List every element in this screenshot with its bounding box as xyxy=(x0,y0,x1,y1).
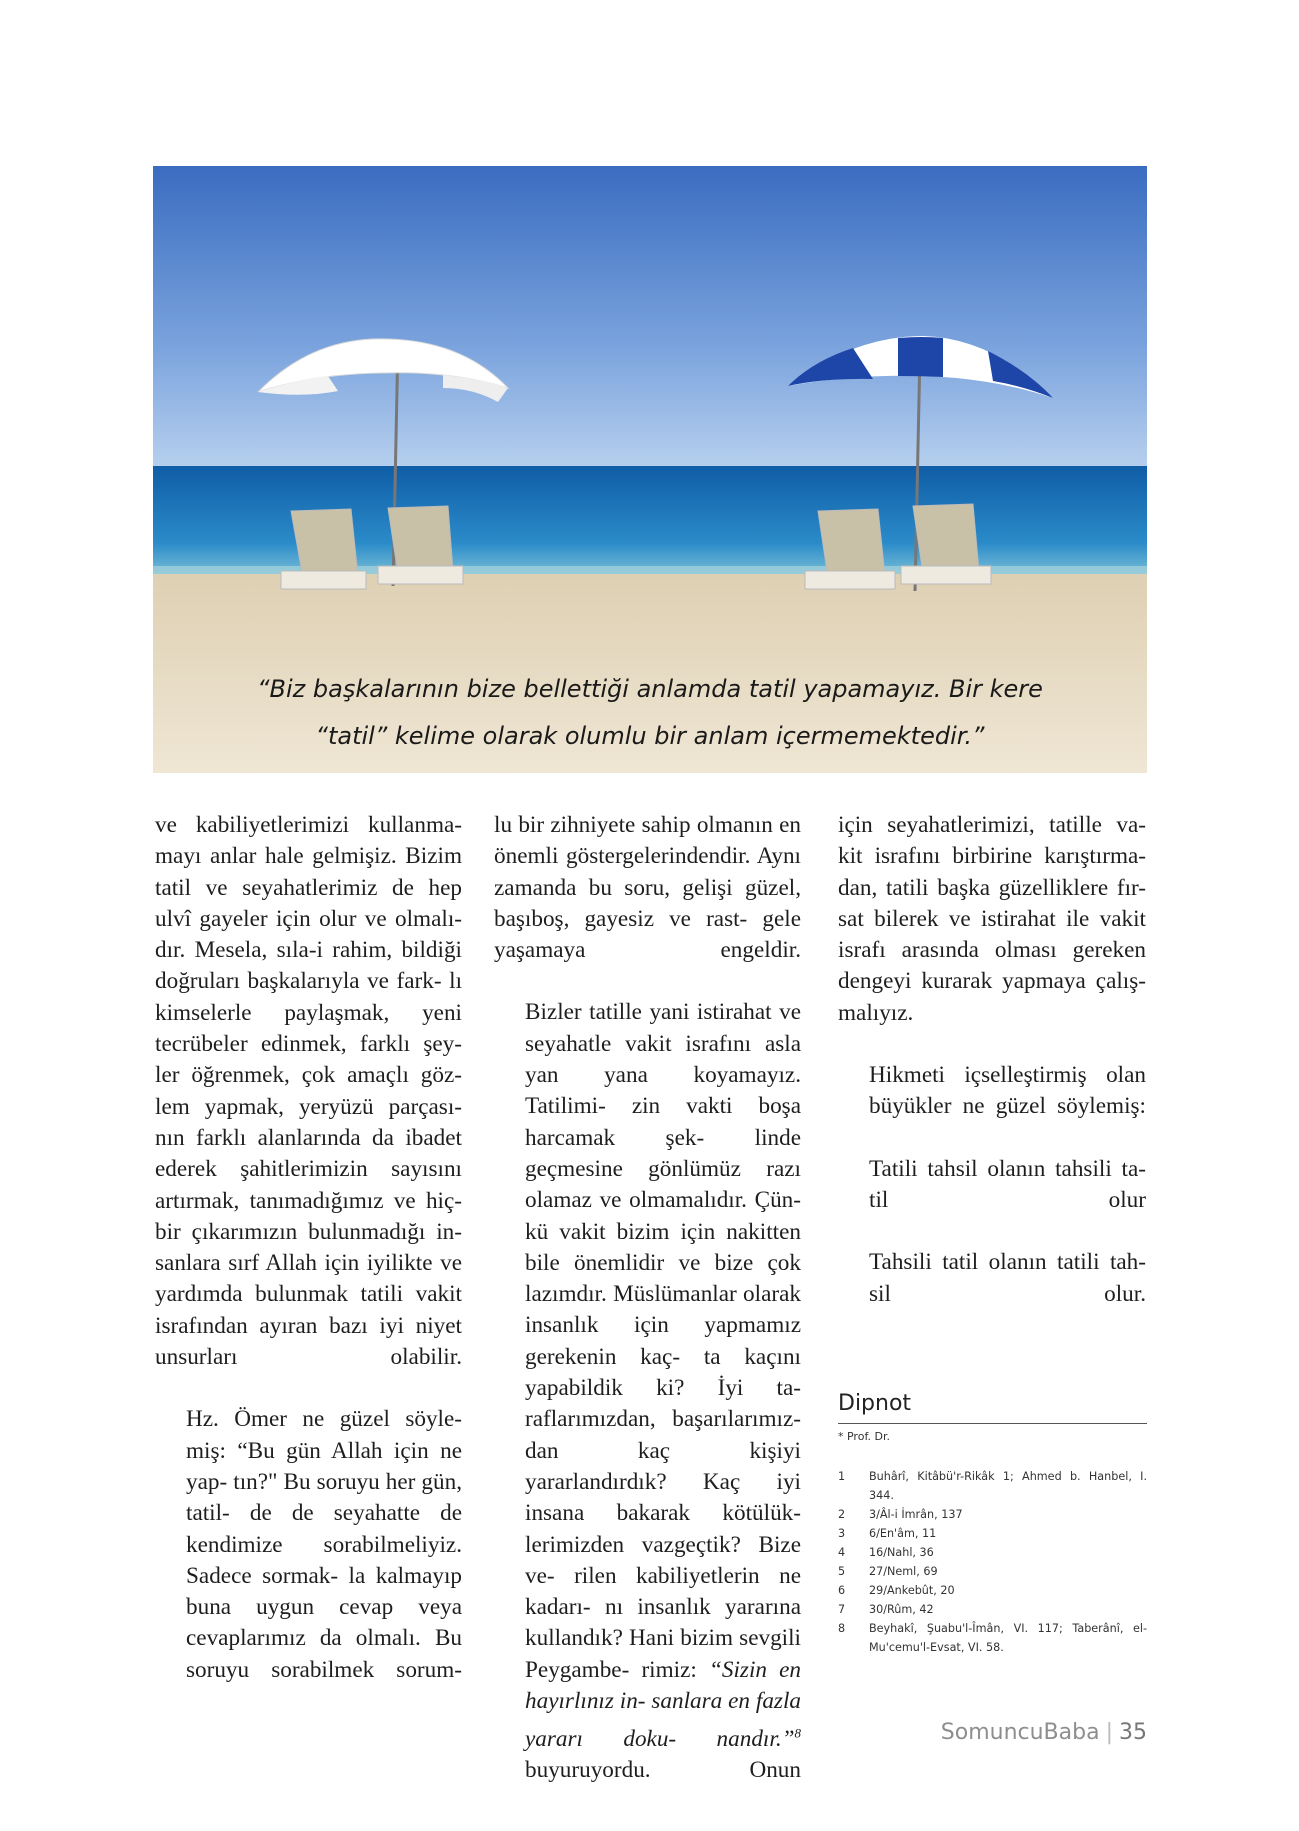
footnote-list xyxy=(838,1467,1147,1657)
footnote-item: 8 Beyhakî, Şuabu'l-Îmân, VI. 117; Taberânî, el-Mu'cemu'l-Evsat, VI. 58. xyxy=(838,1622,1147,1654)
pull-quote-line-2: “tatil” kelime olarak olumlu bir anlam içermemektedir.” xyxy=(315,722,985,750)
footnote-item: 3 6/En'âm, 11 xyxy=(838,1527,937,1540)
page-footer xyxy=(941,1720,1147,1745)
text-column-1 xyxy=(155,810,462,1686)
hadith-quote: “Sizin en hayırlınız in- sanlara en fazla yararı doku- nandır.”$^8$ xyxy=(525,1656,802,1753)
footnote-item: 4 16/Nahl, 36 xyxy=(838,1546,934,1559)
footnotes xyxy=(838,1391,1147,1657)
paragraph: Hz. Ömer ne güzel söyle- miş: “Bu gün Allah için ne yap- tın?" Bu soruyu her gün, tatil- de de seyahatte de kendimize sorabilmeliyiz. Sadece sormak- la kalmayıp buna uygun cevap veya cevaplarımız da olmalı. Bu soruyu sorabilmek sorum- xyxy=(186,1406,463,1683)
footnote-item: 6 29/Ankebût, 20 xyxy=(838,1584,955,1597)
page-number: 35 xyxy=(1119,1720,1147,1745)
pull-quote xyxy=(153,666,1147,760)
pull-quote-line-1: “Biz başkalarının bize bellettiği anlamda tatil yapamayız. Bir kere xyxy=(257,675,1043,703)
paragraph: Hikmeti içselleştirmiş olan büyükler ne güzel söylemiş: xyxy=(869,1062,1146,1120)
paragraph: için seyahatlerimizi, tatille va- kit israfını birbirine karıştırma- dan, tatili başka güzelliklere fır- sat bilerek ve istirahat ile vakit israfı arasında olması gereken dengeyi kurarak yapmaya çalış- malıyız. xyxy=(838,812,1146,1026)
verse-line: Tatili tahsil olanın tahsili ta- til olur xyxy=(869,1155,1146,1213)
footnotes-title: Dipnot xyxy=(838,1391,1147,1424)
footer-separator: | xyxy=(1105,1720,1113,1745)
footnote-ref: 8 xyxy=(794,1725,802,1741)
text-column-3 xyxy=(838,810,1146,1310)
footnote-item: 2 3/Âl-i İmrân, 137 xyxy=(838,1508,963,1521)
verse-line: Tahsili tatil olanın tatili tah- sil olur. xyxy=(869,1249,1146,1307)
paragraph: ve kabiliyetlerimizi kullanma- mayı anlar hale gelmişiz. Bizim tatil ve seyahatlerimiz de hep ulvî gayeler için olur ve olmalı- dır. Mesela, sıla-i rahim, bildiği doğruları başkalarıyla ve fark- lı kimselerle paylaşmak, yeni tecrübeler edinmek, farklı şey- ler öğrenmek, çok amaçlı göz- lem yapmak, yeryüzü parçası- nın farklı alanlarında da ibadet ederek şahitlerimizin sayısını artırmak, tanımadığımız ve hiç- bir çıkarımızın bulunmadığı in- sanlara sırf Allah için iyilikte ve yardımda bulunmak tatili vakit israfından ayıran bazı iyi niyet unsurları olabilir. xyxy=(155,812,463,1371)
author-note: * Prof. Dr. xyxy=(838,1430,890,1443)
magazine-name: SomuncuBaba xyxy=(940,1720,1100,1745)
footnote-item: 5 27/Neml, 69 xyxy=(838,1565,938,1578)
footnote-item: 1 Buhârî, Kitâbü'r-Rikâk 1; Ahmed b. Hanbel, I. 344. xyxy=(838,1470,1147,1502)
footnote-item: 7 30/Rûm, 42 xyxy=(838,1603,934,1616)
paragraph: lu bir zihniyete sahip olmanın en önemli göstergelerindendir. Aynı zamanda bu soru, gelişi güzel, başıboş, gayesiz ve rast- gele yaşamaya engeldir. xyxy=(494,812,802,964)
text-column-2 xyxy=(494,810,801,1787)
paragraph: Bizler tatille yani istirahat ve seyahatle vakit israfını asla yan yana koyamayız. Tatilimi- zin vakti boşa harcamak şek- linde geçmesine gönlümüz razı olamaz ve olmamalıdır. Çün- kü vakit bizim için nakitten bile önemlidir ve bize çok lazımdır. Müslümanlar olarak insanlık için yapmamız gerekenin kaç- ta kaçını yapabildik ki? İyi ta- raflarımızdan, başarılarımız- dan kaç kişiyi yararlandırdık? Kaç iyi insana bakarak kötülük- lerimizden vazgeçtik? Bize ve- rilen kabiliyetlerin ne kadarı- nı insanlık yararına kullandık? Hani bizim sevgili Peygambe- rimiz: “Sizin en hayırlınız in- sanlara en fazla yararı doku- nandır.”$^8$ buyuruyordu. Onun xyxy=(525,999,802,1784)
